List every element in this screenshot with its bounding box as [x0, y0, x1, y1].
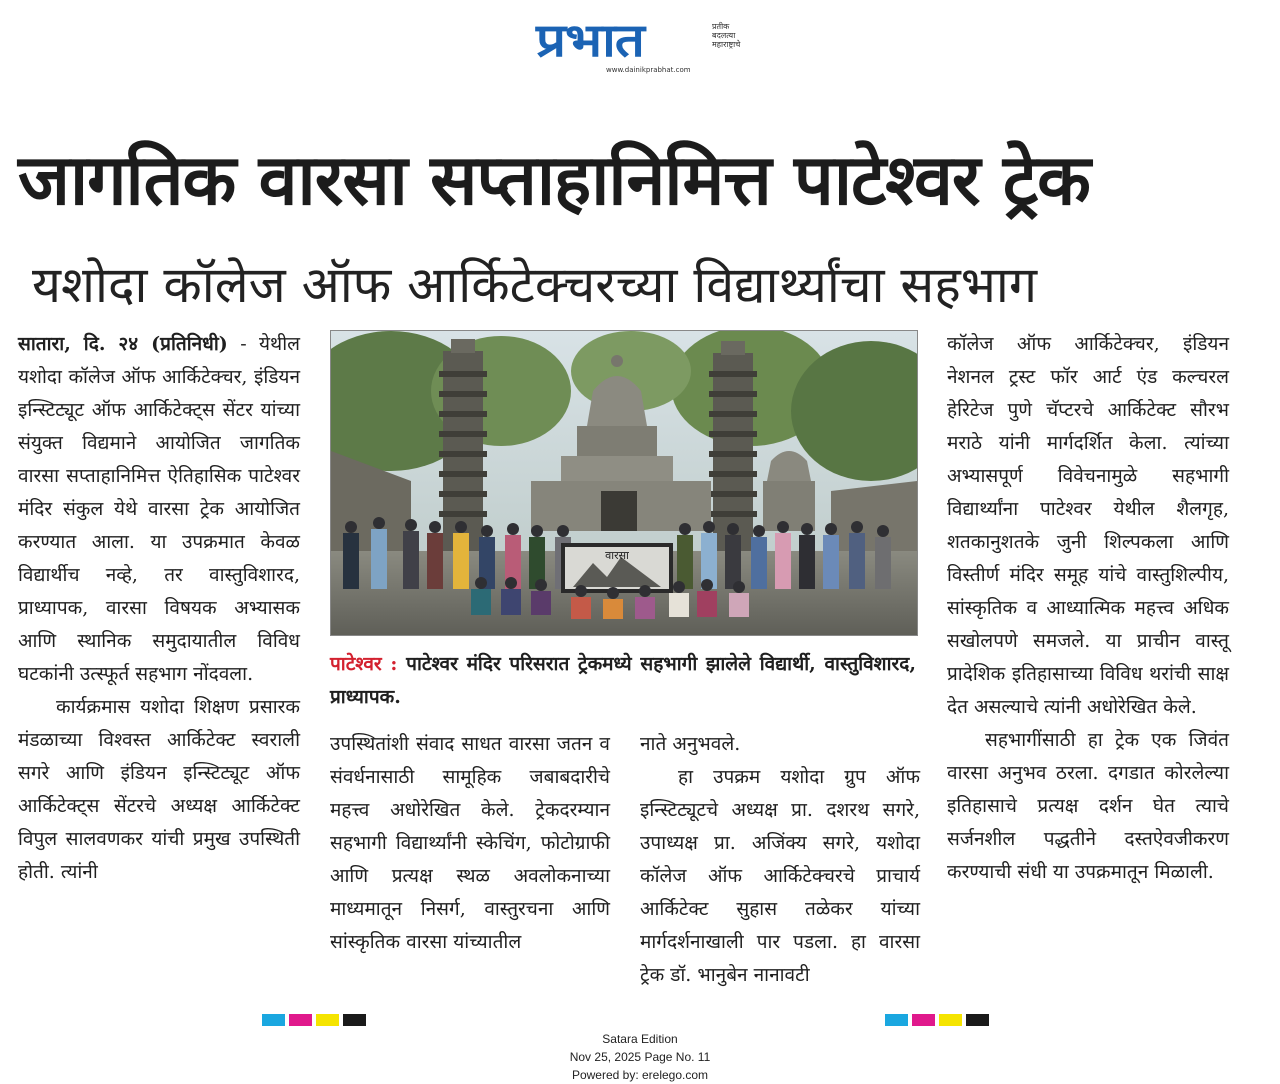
- tagline-line: बदलत्या: [712, 31, 736, 40]
- cyan-swatch: [262, 1014, 285, 1026]
- tagline-line: प्रतीक: [712, 22, 730, 31]
- powered-by-link[interactable]: Powered by: erelego.com: [571, 1068, 709, 1082]
- dateline: सातारा, दि. २४ (प्रतिनिधी): [18, 333, 228, 355]
- magenta-swatch: [912, 1014, 935, 1026]
- article-paragraph: कार्यक्रमास यशोदा शिक्षण प्रसारक मंडळाच्या विश्वस्त आर्किटेक्ट स्वराली सगरे आणि इंडियन इन्स्टिट्यूट ऑफ आर्किटेक्ट्स सेंटरचे अध्यक्ष आर्किटेक्ट विपुल सालवणकर यांची प्रमुख उपस्थिती होती. त्यांनी: [18, 696, 300, 883]
- paragraph-text: - येथील यशोदा कॉलेज ऑफ आर्किटेक्चर, इंडियन इन्स्टिट्यूट ऑफ आर्किटेक्ट्स सेंटर यांच्या संयुक्त विद्यमाने आयोजित जागतिक वारसा सप्ताहानिमित्त ऐतिहासिक पाटेश्वर मंदिर संकुल येथे वारसा ट्रेक आयोजित करण्यात आला. या उपक्रमात केवळ विद्यार्थीच नव्हे, तर वास्तुविशारद, प्राध्यापक, वारसा विषयक अभ्यासक आणि स्थानिक समुदायातील विविध घटकांनी उत्स्फूर्त सहभाग नोंदवला.: [18, 333, 300, 685]
- left-lamp-pillar: [439, 339, 487, 551]
- black-swatch: [343, 1014, 366, 1026]
- subheadline: यशोदा कॉलेज ऑफ आर्किटेक्चरच्या विद्यार्थ्यांचा सहभाग: [32, 256, 1038, 314]
- color-registration-marks-left: [262, 1014, 366, 1026]
- article-photo[interactable]: [330, 330, 918, 636]
- article-paragraph: नाते अनुभवले.: [640, 733, 741, 755]
- magenta-swatch: [289, 1014, 312, 1026]
- article-column-2: [330, 728, 610, 959]
- caption-text: पाटेश्वर मंदिर परिसरात ट्रेकमध्ये सहभागी झालेले विद्यार्थी, वास्तुविशारद, प्राध्यापक.: [330, 653, 916, 708]
- banner-text: वारसा: [605, 549, 629, 562]
- group-banner: [561, 543, 673, 593]
- article-column-1: [18, 328, 300, 889]
- article-paragraph: कॉलेज ऑफ आर्किटेक्चर, इंडियन नेशनल ट्रस्ट फॉर आर्ट एंड कल्चरल हेरिटेज पुणे चॅप्टरचे आर्किटेक्ट सौरभ मराठे यांनी मार्गदर्शित केला. त्यांच्या अभ्यासपूर्ण विवेचनामुळे सहभागी विद्यार्थ्यांना पाटेश्वर येथील शैलगृह, शतकानुशतके जुनी शिल्पकला आणि विस्तीर्ण मंदिर समूह यांचे वास्तुशिल्पीय, सांस्कृतिक व आध्यात्मिक महत्त्व अधिक सखोलपणे समजले. या प्राचीन वास्तू प्रादेशिक इतिहासाच्या विविध थरांची साक्ष देत असल्याचे त्यांनी अधोरेखित केले.: [947, 333, 1229, 718]
- tagline-line: महाराष्ट्राचे: [712, 40, 741, 49]
- masthead: [536, 14, 756, 78]
- caption-place: पाटेश्वर :: [330, 653, 398, 675]
- color-registration-marks-right: [885, 1014, 989, 1026]
- date-page-label: Nov 25, 2025 Page No. 11: [569, 1050, 711, 1064]
- yellow-swatch: [316, 1014, 339, 1026]
- yellow-swatch: [939, 1014, 962, 1026]
- logo-tagline: [712, 22, 756, 49]
- photo-caption: [330, 648, 916, 714]
- headline: जागतिक वारसा सप्ताहानिमित्त पाटेश्वर ट्रेक: [18, 139, 1090, 221]
- article-paragraph: [18, 328, 300, 691]
- article-paragraph: हा उपक्रम यशोदा ग्रुप ऑफ इन्स्टिट्यूटचे अध्यक्ष प्रा. दशरथ सगरे, उपाध्यक्ष प्रा. अजिंक्य सगरे, यशोदा कॉलेज ऑफ आर्किटेक्चरचे प्राचार्य आर्किटेक्ट सुहास तळेकर यांच्या मार्गदर्शनाखाली पार पडला. हा वारसा ट्रेक डॉ. भानुबेन नानावटी: [640, 766, 920, 986]
- article-column-4: [947, 328, 1229, 889]
- right-lamp-pillar: [709, 341, 757, 551]
- article-paragraph: सहभागींसाठी हा ट्रेक एक जिवंत वारसा अनुभव ठरला. दगडात कोरलेल्या इतिहासाचे प्रत्यक्ष दर्शन घेत त्याचे सर्जनशील पद्धतीने दस्तऐवजीकरण करण्याची संधी या उपक्रमातून मिळाली.: [947, 729, 1229, 883]
- newspaper-logo[interactable]: प्रभात: [536, 13, 644, 67]
- temple-group-photo: [331, 331, 917, 635]
- article-column-3: [640, 728, 920, 992]
- edition-label: Satara Edition: [602, 1032, 678, 1046]
- page-footer: [540, 1030, 740, 1084]
- article-paragraph: उपस्थितांशी संवाद साधत वारसा जतन व संवर्धनासाठी सामूहिक जबाबदारीचे महत्त्व अधोरेखित केले. ट्रेकदरम्यान सहभागी विद्यार्थ्यांनी स्केचिंग, फोटोग्राफी आणि प्रत्यक्ष स्थळ अवलोकनाच्या माध्यमातून निसर्ग, वास्तुरचना आणि सांस्कृतिक वारसा यांच्यातील: [330, 733, 610, 953]
- black-swatch: [966, 1014, 989, 1026]
- website-url: www.dainikprabhat.com: [606, 66, 691, 74]
- cyan-swatch: [885, 1014, 908, 1026]
